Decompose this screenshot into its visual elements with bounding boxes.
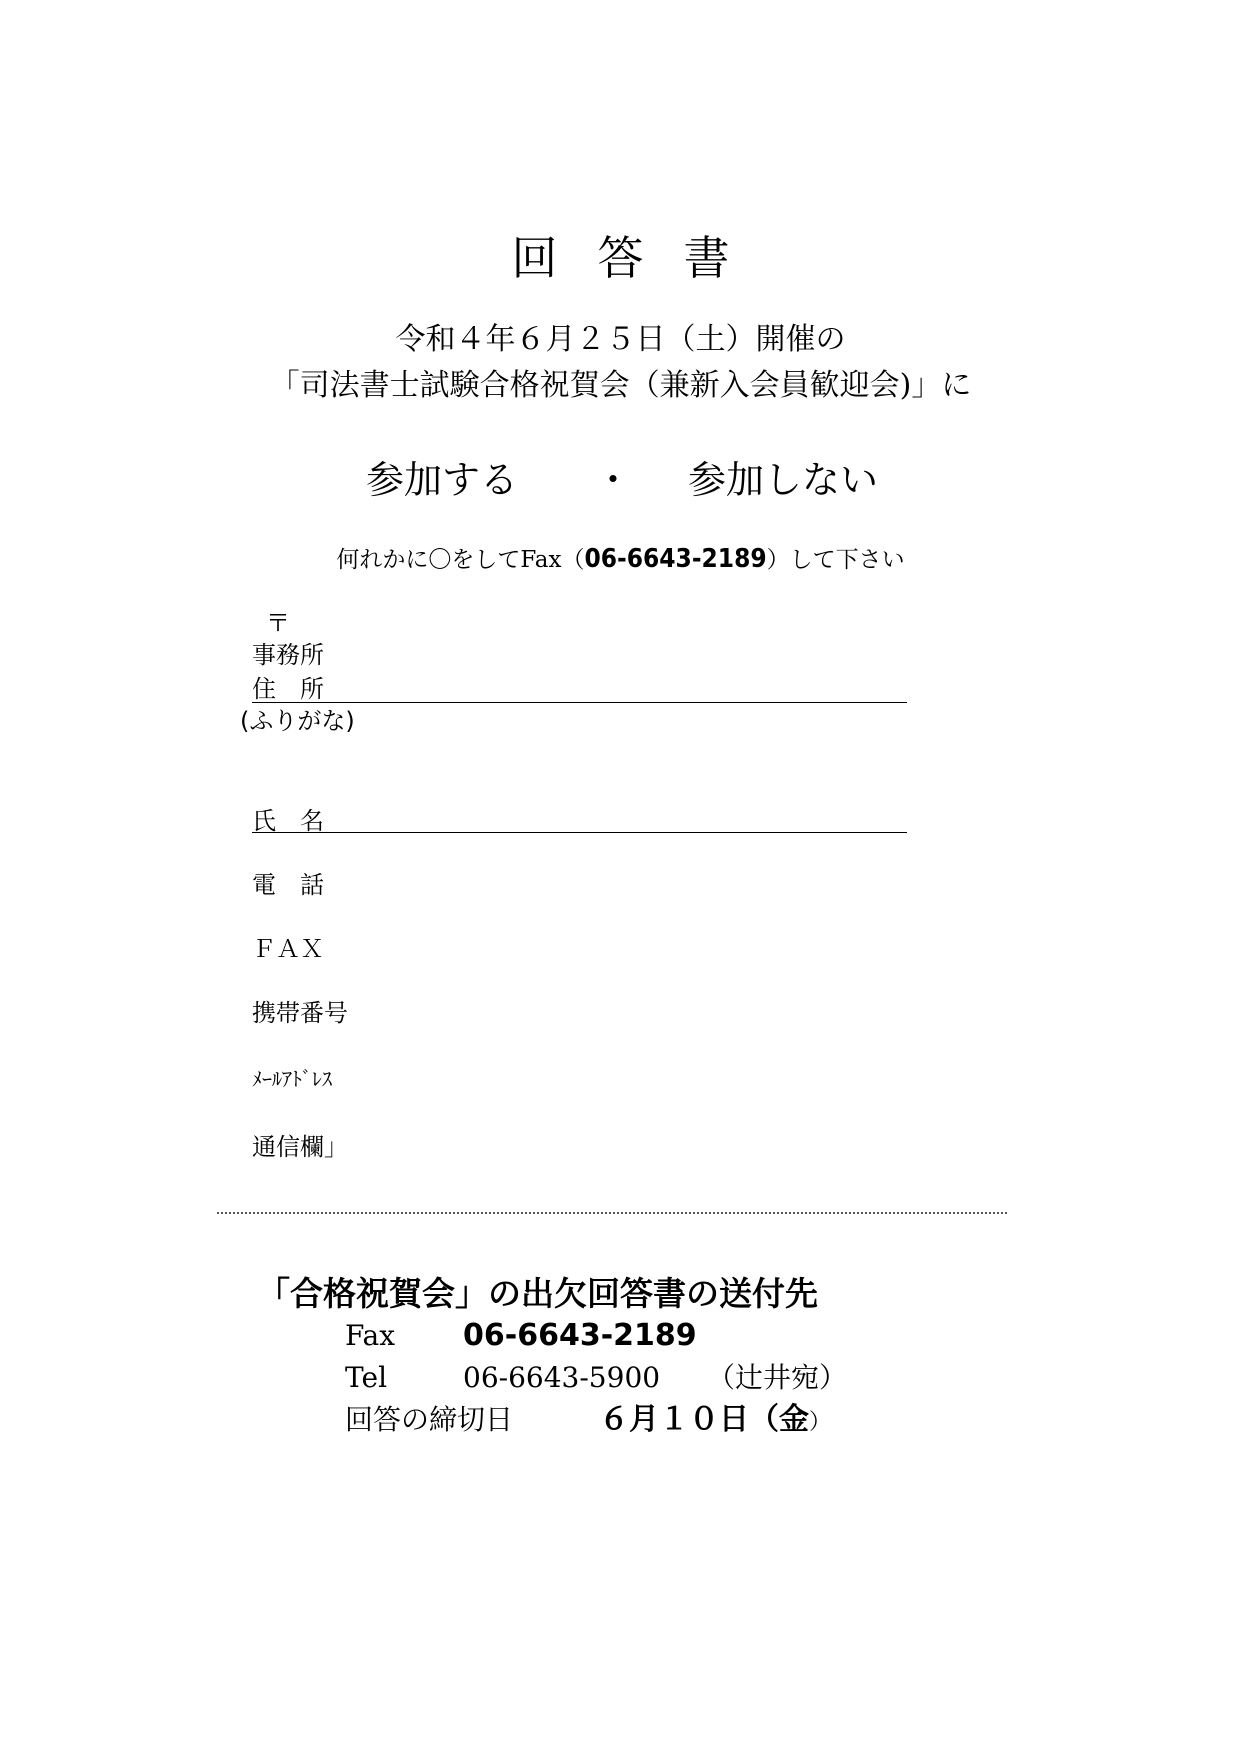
- cut-line: [217, 1212, 1007, 1214]
- deadline-label: 回答の締切日: [345, 1403, 514, 1436]
- destination-tel-note: （辻井宛）: [707, 1361, 848, 1394]
- postal-mark: 〒: [266, 609, 290, 637]
- name-label: 氏 名: [252, 807, 324, 835]
- destination-tel-number: 06-6643-5900: [463, 1361, 661, 1394]
- address-label: 住 所: [252, 675, 324, 703]
- comments-label: 通信欄」: [252, 1133, 348, 1161]
- destination-fax-row: [345, 1316, 945, 1356]
- destination-tel-row: [345, 1358, 945, 1398]
- mobile-label: 携帯番号: [252, 999, 348, 1027]
- deadline-day: 金: [779, 1402, 809, 1437]
- destination-heading: 「合格祝賀会」の出欠回答書の送付先: [257, 1274, 818, 1313]
- deadline-close: ）: [809, 1410, 832, 1435]
- office-label: 事務所: [252, 641, 324, 669]
- instruction-fax-number: 06-6643-2189: [584, 544, 767, 574]
- choice-attend[interactable]: 参加する: [366, 458, 519, 502]
- email-label: ﾒｰﾙｱﾄﾞﾚｽ: [252, 1067, 332, 1091]
- instruction-prefix: 何れかに〇をしてFax（: [336, 547, 585, 573]
- event-name-line: 「司法書士試験合格祝賀会（兼新入会員歓迎会)」に: [269, 368, 972, 403]
- deadline-date: [599, 1400, 831, 1443]
- deadline-row: [345, 1400, 945, 1444]
- phone-label: 電 話: [252, 871, 324, 899]
- name-underline[interactable]: [252, 832, 907, 833]
- destination-fax-number: 06-6643-2189: [463, 1318, 697, 1353]
- instruction-text: [0, 542, 1241, 577]
- choice-separator: ・: [594, 458, 633, 502]
- address-underline[interactable]: [252, 702, 907, 703]
- choice-not-attend[interactable]: 参加しない: [688, 458, 879, 502]
- page-title: 回答書: [511, 231, 770, 285]
- event-date-line: 令和４年６月２５日（土）開催の: [395, 322, 846, 357]
- deadline-date-text: ６月１０日（: [599, 1402, 779, 1437]
- furigana-label: (ふりがな): [240, 707, 355, 735]
- destination-fax-label: Fax: [345, 1319, 396, 1352]
- instruction-suffix: ）して下さい: [766, 547, 905, 573]
- destination-tel-label: Tel: [345, 1361, 388, 1394]
- fax-label: ＦＡＸ: [252, 935, 324, 963]
